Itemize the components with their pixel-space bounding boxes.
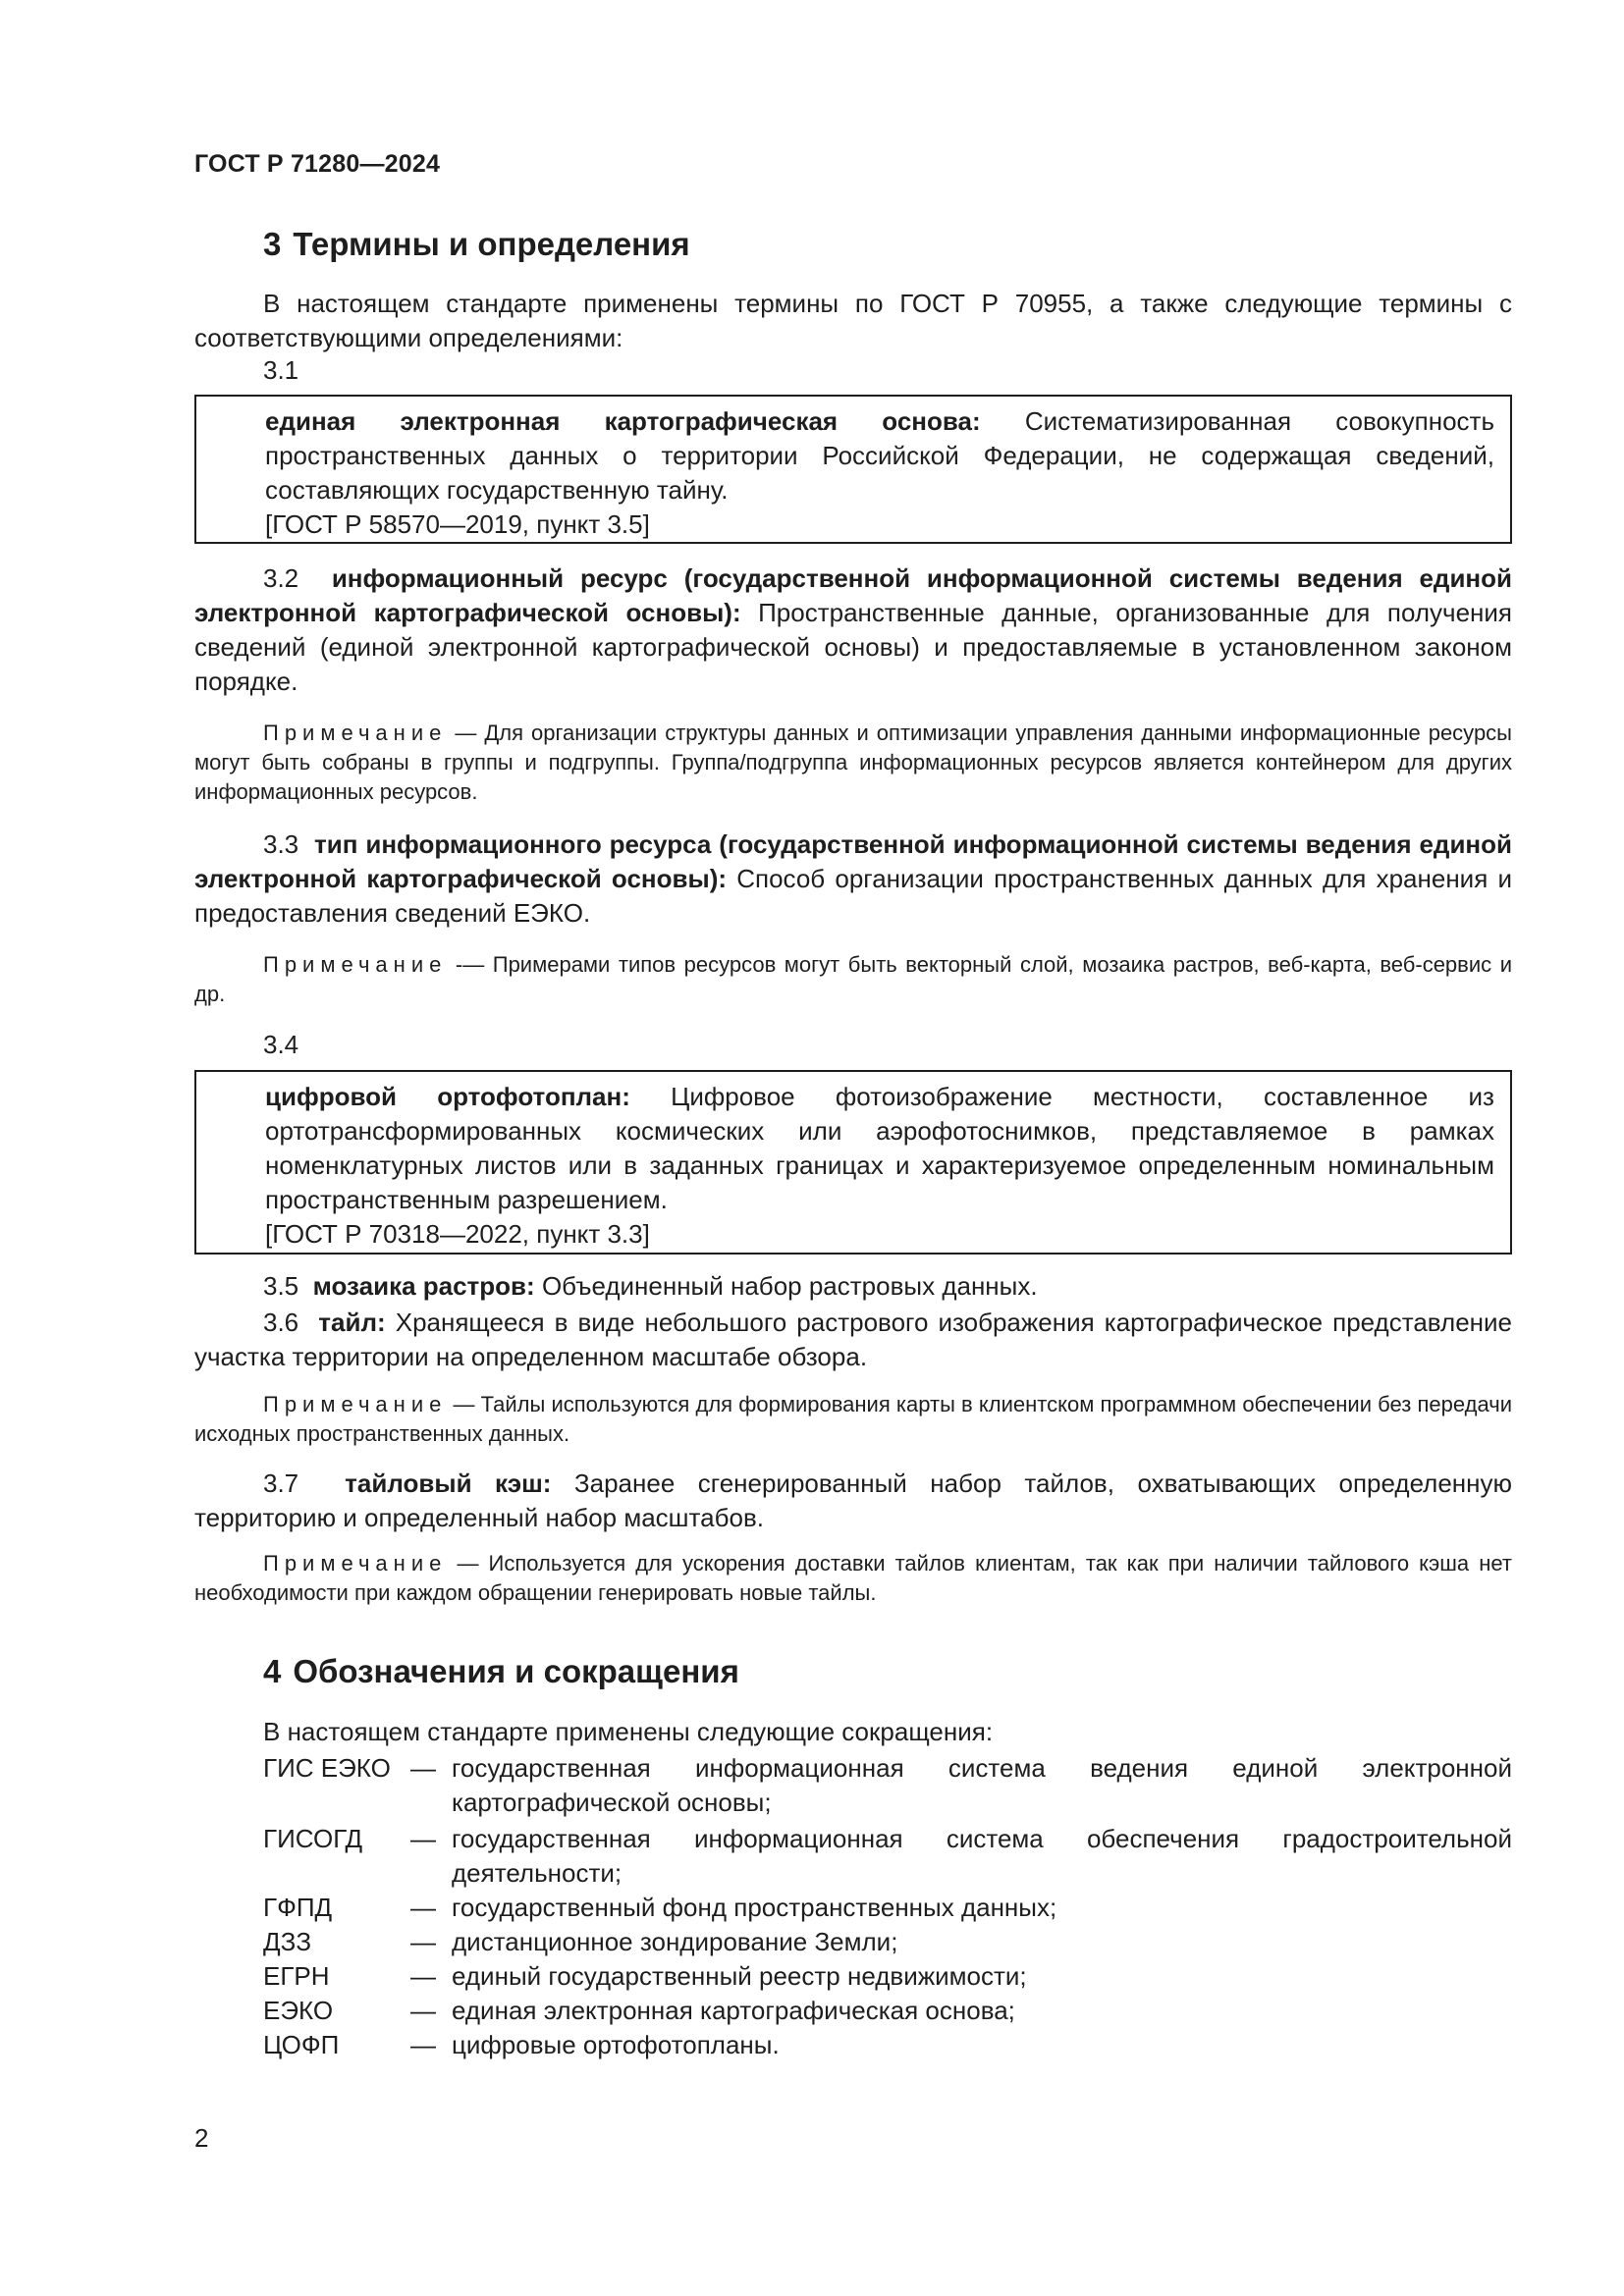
term-3-6-number: 3.6 [263, 1308, 299, 1337]
term-3-1-box [194, 395, 1512, 544]
abbreviations-list [263, 1751, 1512, 2062]
term-3-7 [194, 1467, 1512, 1535]
term-3-4-number: 3.4 [263, 1030, 299, 1059]
abbreviation-code: ГИС ЕЭКО [263, 1753, 391, 1783]
term-3-2-number: 3.2 [263, 563, 299, 593]
section-number: 4 [263, 1653, 282, 1689]
term-3-1-source: [ГОСТ Р 58570—2019, пункт 3.5] [265, 509, 650, 539]
section-number: 3 [263, 226, 282, 262]
document-code-header: ГОСТ Р 71280—2024 [194, 150, 441, 178]
term-3-6-title: тайл: [318, 1308, 386, 1337]
term-3-4-box [194, 1070, 1512, 1255]
list-item [263, 1925, 1512, 1959]
intro-paragraph: В настоящем стандарте применены следующие сокращения: [263, 1717, 994, 1746]
abbreviation-code: ЕГРН [263, 1961, 330, 1991]
term-3-3-text [194, 828, 1512, 931]
term-3-2-note [194, 719, 1512, 807]
term-3-3-definition: Способ организации пространственных данных для хранения и предоставления сведений ЕЭКО. [194, 864, 1513, 928]
term-3-1-title: единая электронная картографическая основа: [265, 406, 981, 436]
term-3-6-definition: Хранящееся в виде небольшого растрового изображения картографическое представление участка территории на определенном масштабе обзора. [194, 1308, 1512, 1371]
note-label: Примечание [263, 1551, 448, 1575]
note-text: -— Примерами типов ресурсов могут быть векторный слой, мозаика растров, веб-карта, веб-сервис и др. [194, 952, 1512, 1006]
list-item [263, 1994, 1512, 2028]
term-3-2-definition: Пространственные данные, организованные для получения сведений (единой электронной картографической основы) и предоставляемые в установленном законом порядке. [194, 598, 1512, 696]
abbreviation-dash: — [410, 1927, 436, 1956]
term-3-3-number: 3.3 [263, 829, 299, 859]
abbreviation-definition: государственная информационная система ведения единой электронной картографической основы; [452, 1753, 1512, 1817]
abbreviation-definition: единый государственный реестр недвижимости; [452, 1961, 1027, 1991]
abbreviation-dash: — [410, 1996, 436, 2025]
abbreviation-definition: государственный фонд пространственных данных; [452, 1893, 1057, 1922]
section-4-intro [194, 1715, 1512, 1749]
term-3-2 [194, 561, 1512, 699]
term-3-1-definition: Систематизированная совокупность пространственных данных о территории Российской Федерации, не содержащая сведений, составляющих государственную тайну. [265, 406, 1494, 505]
term-3-6-note [194, 1390, 1512, 1449]
section-4-heading [263, 1653, 739, 1690]
list-item [263, 1891, 1512, 1925]
abbreviation-code: ДЗЗ [263, 1927, 312, 1956]
note-text: — Для организации структуры данных и оптимизации управления данными информационные ресурсы могут быть собраны в группы и подгруппы. Группа/подгруппа информационных ресурсов является контейнером для других информационных ресурсов. [194, 721, 1512, 804]
abbreviation-definition: государственная информационная система обеспечения градостроительной деятельности; [452, 1824, 1512, 1888]
term-3-2-text [194, 561, 1512, 699]
note-text: — Тайлы используются для формирования карты в клиентском программном обеспечении без передачи исходных пространственных данных. [194, 1392, 1512, 1446]
abbreviation-code: ЕЭКО [263, 1996, 334, 2025]
abbreviation-definition: цифровые ортофотопланы. [452, 2030, 780, 2059]
term-3-3 [194, 828, 1512, 931]
section-title: Термины и определения [293, 226, 690, 262]
abbreviation-definition: дистанционное зондирование Земли; [452, 1927, 898, 1956]
intro-paragraph: В настоящем стандарте применены термины по ГОСТ Р 70955, а также следующие термины с соответствующими определениями: [194, 289, 1512, 352]
abbreviation-code: ГИСОГД [263, 1824, 363, 1853]
term-3-7-definition: Заранее сгенерированный набор тайлов, охватывающих определенную территорию и определенный набор масштабов. [194, 1468, 1513, 1532]
note-label: Примечание [263, 952, 448, 977]
section-title: Обозначения и сокращения [293, 1653, 739, 1689]
term-3-6 [194, 1306, 1512, 1374]
term-3-4-title: цифровой ортофотоплан: [265, 1082, 630, 1111]
term-3-2-title: информационный ресурс (государственной информационной системы ведения единой электронной картографической основы): [194, 563, 1512, 627]
term-3-7-number: 3.7 [263, 1468, 299, 1498]
abbreviation-dash: — [410, 1893, 436, 1922]
term-3-5 [194, 1269, 1512, 1304]
note-label: Примечание [263, 1392, 448, 1416]
term-3-7-note [194, 1549, 1512, 1608]
list-item [263, 2028, 1512, 2062]
term-3-3-title: тип информационного ресурса (государственной информационной системы ведения единой электронной картографической основы): [194, 829, 1512, 893]
term-3-1-number: 3.1 [263, 355, 299, 385]
abbreviation-code: ЦОФП [263, 2030, 340, 2059]
abbreviation-dash: — [410, 1753, 436, 1783]
term-3-4-text [265, 1080, 1494, 1217]
note-label: Примечание [263, 721, 448, 745]
term-3-3-note [194, 950, 1512, 1009]
abbreviation-dash: — [410, 1961, 436, 1991]
term-3-7-title: тайловый кэш: [345, 1468, 552, 1498]
list-item [263, 1959, 1512, 1994]
term-3-5-title: мозаика растров: [312, 1271, 535, 1301]
list-item [263, 1751, 1512, 1820]
abbreviation-dash: — [410, 2030, 436, 2059]
abbreviation-code: ГФПД [263, 1893, 333, 1922]
term-3-5-number: 3.5 [263, 1271, 299, 1301]
abbreviation-dash: — [410, 1824, 436, 1853]
section-3-intro [194, 287, 1512, 355]
term-3-4-source: [ГОСТ Р 70318—2022, пункт 3.3] [265, 1219, 650, 1249]
abbreviation-definition: единая электронная картографическая основа; [452, 1996, 1015, 2025]
term-3-5-definition: Объединенный набор растровых данных. [541, 1271, 1038, 1301]
term-3-4-definition: Цифровое фотоизображение местности, составленное из ортотрансформированных космических или аэрофотоснимков, представляемое в рамках номенклатурных листов или в заданных границах и характеризуемое определенным номинальным пространственным разрешением. [265, 1082, 1494, 1214]
list-item [263, 1822, 1512, 1891]
term-3-1-text [265, 404, 1494, 507]
page-number: 2 [194, 2123, 209, 2153]
note-text: — Используется для ускорения доставки тайлов клиентам, так как при наличии тайлового кэша нет необходимости при каждом обращении генерировать новые тайлы. [194, 1551, 1512, 1605]
section-3-heading [263, 226, 690, 263]
